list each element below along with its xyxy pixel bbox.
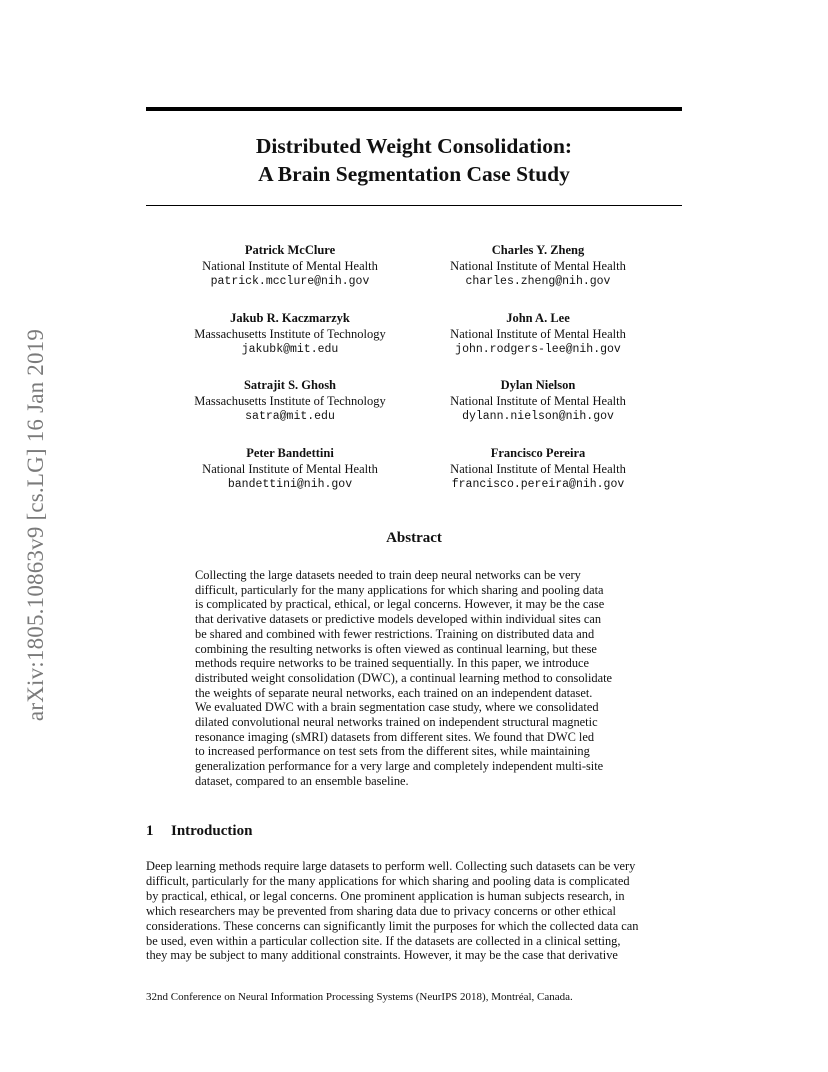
abstract-line: be shared and combined with fewer restrictions. Training on distributed data and: [195, 626, 595, 641]
author-email: john.rodgers-lee@nih.gov: [455, 343, 621, 356]
abstract-line: is complicated by practical, ethical, or legal concerns. However, it may be the case: [195, 597, 605, 612]
author-name: Dylan Nielson: [500, 378, 576, 392]
abstract-body: [195, 568, 645, 789]
abstract-line: that derivative datasets or predictive models developed within individual sites can: [195, 612, 602, 627]
author-email: francisco.pereira@nih.gov: [451, 478, 625, 491]
abstract-line: the weights of separate neural networks, each trained on an independent dataset.: [195, 685, 593, 700]
section-number: 1: [146, 823, 154, 839]
author-email: dylann.nielson@nih.gov: [462, 410, 614, 423]
author-email: bandettini@nih.gov: [227, 478, 353, 491]
paper-title: [146, 132, 682, 188]
author-name: Satrajit S. Ghosh: [243, 378, 337, 392]
section-title: Introduction: [171, 823, 253, 839]
abstract-line: methods require networks to be trained sequentially. In this paper, we introduce: [195, 656, 590, 671]
intro-line: they may be subject to many additional constraints. However, it may be the case that derivative: [146, 948, 618, 963]
intro-line: considerations. These concerns can significantly limit the purposes for which the collected data can: [146, 918, 639, 933]
title-bottom-rule: [146, 205, 682, 206]
author-email: charles.zheng@nih.gov: [465, 275, 611, 288]
author-block: [160, 243, 420, 290]
conference-footnote: 32nd Conference on Neural Information Processing Systems (NeurIPS 2018), Montréal, Canada.: [146, 991, 573, 1003]
author-block: [160, 378, 420, 425]
author-block: [408, 243, 668, 290]
author-name: Peter Bandettini: [246, 446, 334, 460]
section-heading-introduction: [146, 823, 252, 840]
author-block: [160, 446, 420, 493]
abstract-line: combining the resulting networks is often viewed as continual learning, but these: [195, 641, 597, 656]
intro-line: difficult, particularly for the many applications for which sharing and pooling data is complicated: [146, 873, 630, 888]
author-block: [408, 311, 668, 358]
author-name: Francisco Pereira: [490, 446, 586, 460]
title-line-1: Distributed Weight Consolidation:: [255, 134, 573, 158]
abstract-line: We evaluated DWC with a brain segmentation case study, where we consolidated: [195, 700, 599, 715]
title-line-2: A Brain Segmentation Case Study: [258, 162, 570, 186]
abstract-line: resonance imaging (sMRI) datasets from different sites. We found that DWC led: [195, 729, 595, 744]
author-affiliation: National Institute of Mental Health: [450, 393, 626, 408]
author-affiliation: Massachusetts Institute of Technology: [194, 393, 386, 408]
author-name: Patrick McClure: [244, 243, 336, 257]
intro-line: which researchers may be prevented from sharing data due to privacy concerns or other ethical: [146, 903, 616, 918]
intro-line: be used, even within a particular collection site. If the datasets are collected in a clinical setting,: [146, 933, 621, 948]
author-name: John A. Lee: [506, 311, 570, 325]
arxiv-identifier: arXiv:1805.10863v9 [cs.LG] 16 Jan 2019: [23, 328, 48, 722]
introduction-body: [146, 859, 686, 963]
author-name: Charles Y. Zheng: [491, 243, 585, 257]
author-email: jakubk@mit.edu: [241, 343, 339, 356]
intro-line: Deep learning methods require large datasets to perform well. Collecting such datasets can be very: [146, 859, 636, 873]
author-name: Jakub R. Kaczmarzyk: [230, 311, 350, 325]
abstract-line: dataset, compared to an ensemble baseline.: [195, 773, 409, 788]
abstract-heading: Abstract: [386, 530, 442, 546]
author-block: [408, 446, 668, 493]
author-affiliation: National Institute of Mental Health: [202, 258, 378, 273]
author-affiliation: National Institute of Mental Health: [450, 461, 626, 476]
author-email: satra@mit.edu: [245, 410, 335, 423]
abstract-line: Collecting the large datasets needed to train deep neural networks can be very: [195, 568, 581, 582]
author-affiliation: National Institute of Mental Health: [202, 461, 378, 476]
author-affiliation: National Institute of Mental Health: [450, 258, 626, 273]
author-affiliation: Massachusetts Institute of Technology: [194, 326, 386, 341]
abstract-line: dilated convolutional neural networks trained on independent structural magnetic: [195, 715, 598, 730]
abstract-line: to increased performance on test sets from the different sites, while maintaining: [195, 744, 590, 759]
title-top-rule: [146, 107, 682, 111]
author-affiliation: National Institute of Mental Health: [450, 326, 626, 341]
abstract-line: generalization performance for a very large and completely independent multi-site: [195, 759, 604, 774]
abstract-line: difficult, particularly for the many applications for which sharing and pooling data: [195, 582, 604, 597]
author-block: [160, 311, 420, 358]
author-block: [408, 378, 668, 425]
intro-line: by practical, ethical, or legal concerns. One prominent application is human subjects research, in: [146, 888, 625, 903]
abstract-line: distributed weight consolidation (DWC), a continual learning method to consolidate: [195, 670, 613, 685]
author-email: patrick.mcclure@nih.gov: [210, 275, 370, 288]
